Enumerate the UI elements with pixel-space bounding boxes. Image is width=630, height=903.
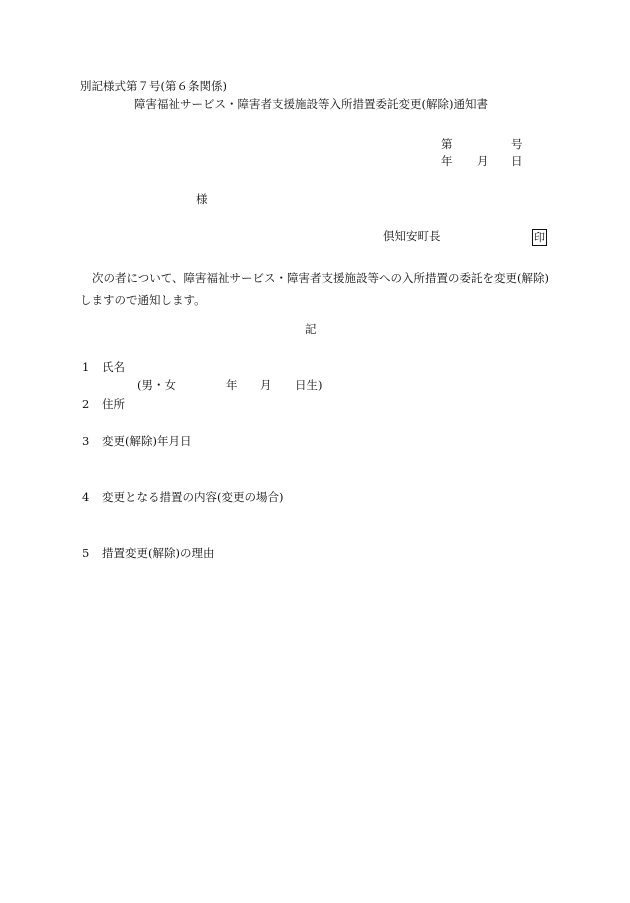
ki-heading: 記 [305, 322, 317, 336]
doc-number-dai: 第 [441, 137, 453, 151]
item-label-change-date: 変更(解除)年月日 [102, 434, 192, 448]
item-label-change-content: 変更となる措置の内容(変更の場合) [102, 490, 284, 504]
body-text: 次の者について、障害福祉サービス・障害者支援施設等への入所措置の委託を変更(解除)しますので通知します。 [80, 271, 550, 307]
item-number: 4 [82, 490, 90, 504]
item-label-name: 氏名 [102, 360, 125, 374]
birth-day: 日生) [295, 378, 323, 392]
doc-date-month: 月 [477, 154, 489, 168]
item-label-address: 住所 [102, 397, 125, 411]
birth-sex: (男・女 [137, 378, 176, 392]
doc-date-year: 年 [441, 154, 453, 168]
doc-number-go: 号 [511, 137, 523, 151]
item-number: 5 [82, 546, 90, 560]
item-label-reason: 措置変更(解除)の理由 [102, 546, 215, 560]
document-title: 障害福祉サービス・障害者支援施設等入所措置委託変更(解除)通知書 [134, 97, 488, 111]
item-number: 2 [82, 397, 90, 411]
form-reference: 別記様式第７号(第６条関係) [80, 79, 227, 93]
birth-year: 年 [226, 378, 238, 392]
addressee-honorific: 様 [196, 192, 208, 206]
birth-month: 月 [260, 378, 272, 392]
issuer-name: 倶知安町長 [383, 229, 441, 243]
doc-date-day: 日 [511, 154, 523, 168]
item-number: 1 [82, 360, 90, 374]
item-number: 3 [82, 434, 90, 448]
seal-mark: 印 [534, 231, 545, 244]
